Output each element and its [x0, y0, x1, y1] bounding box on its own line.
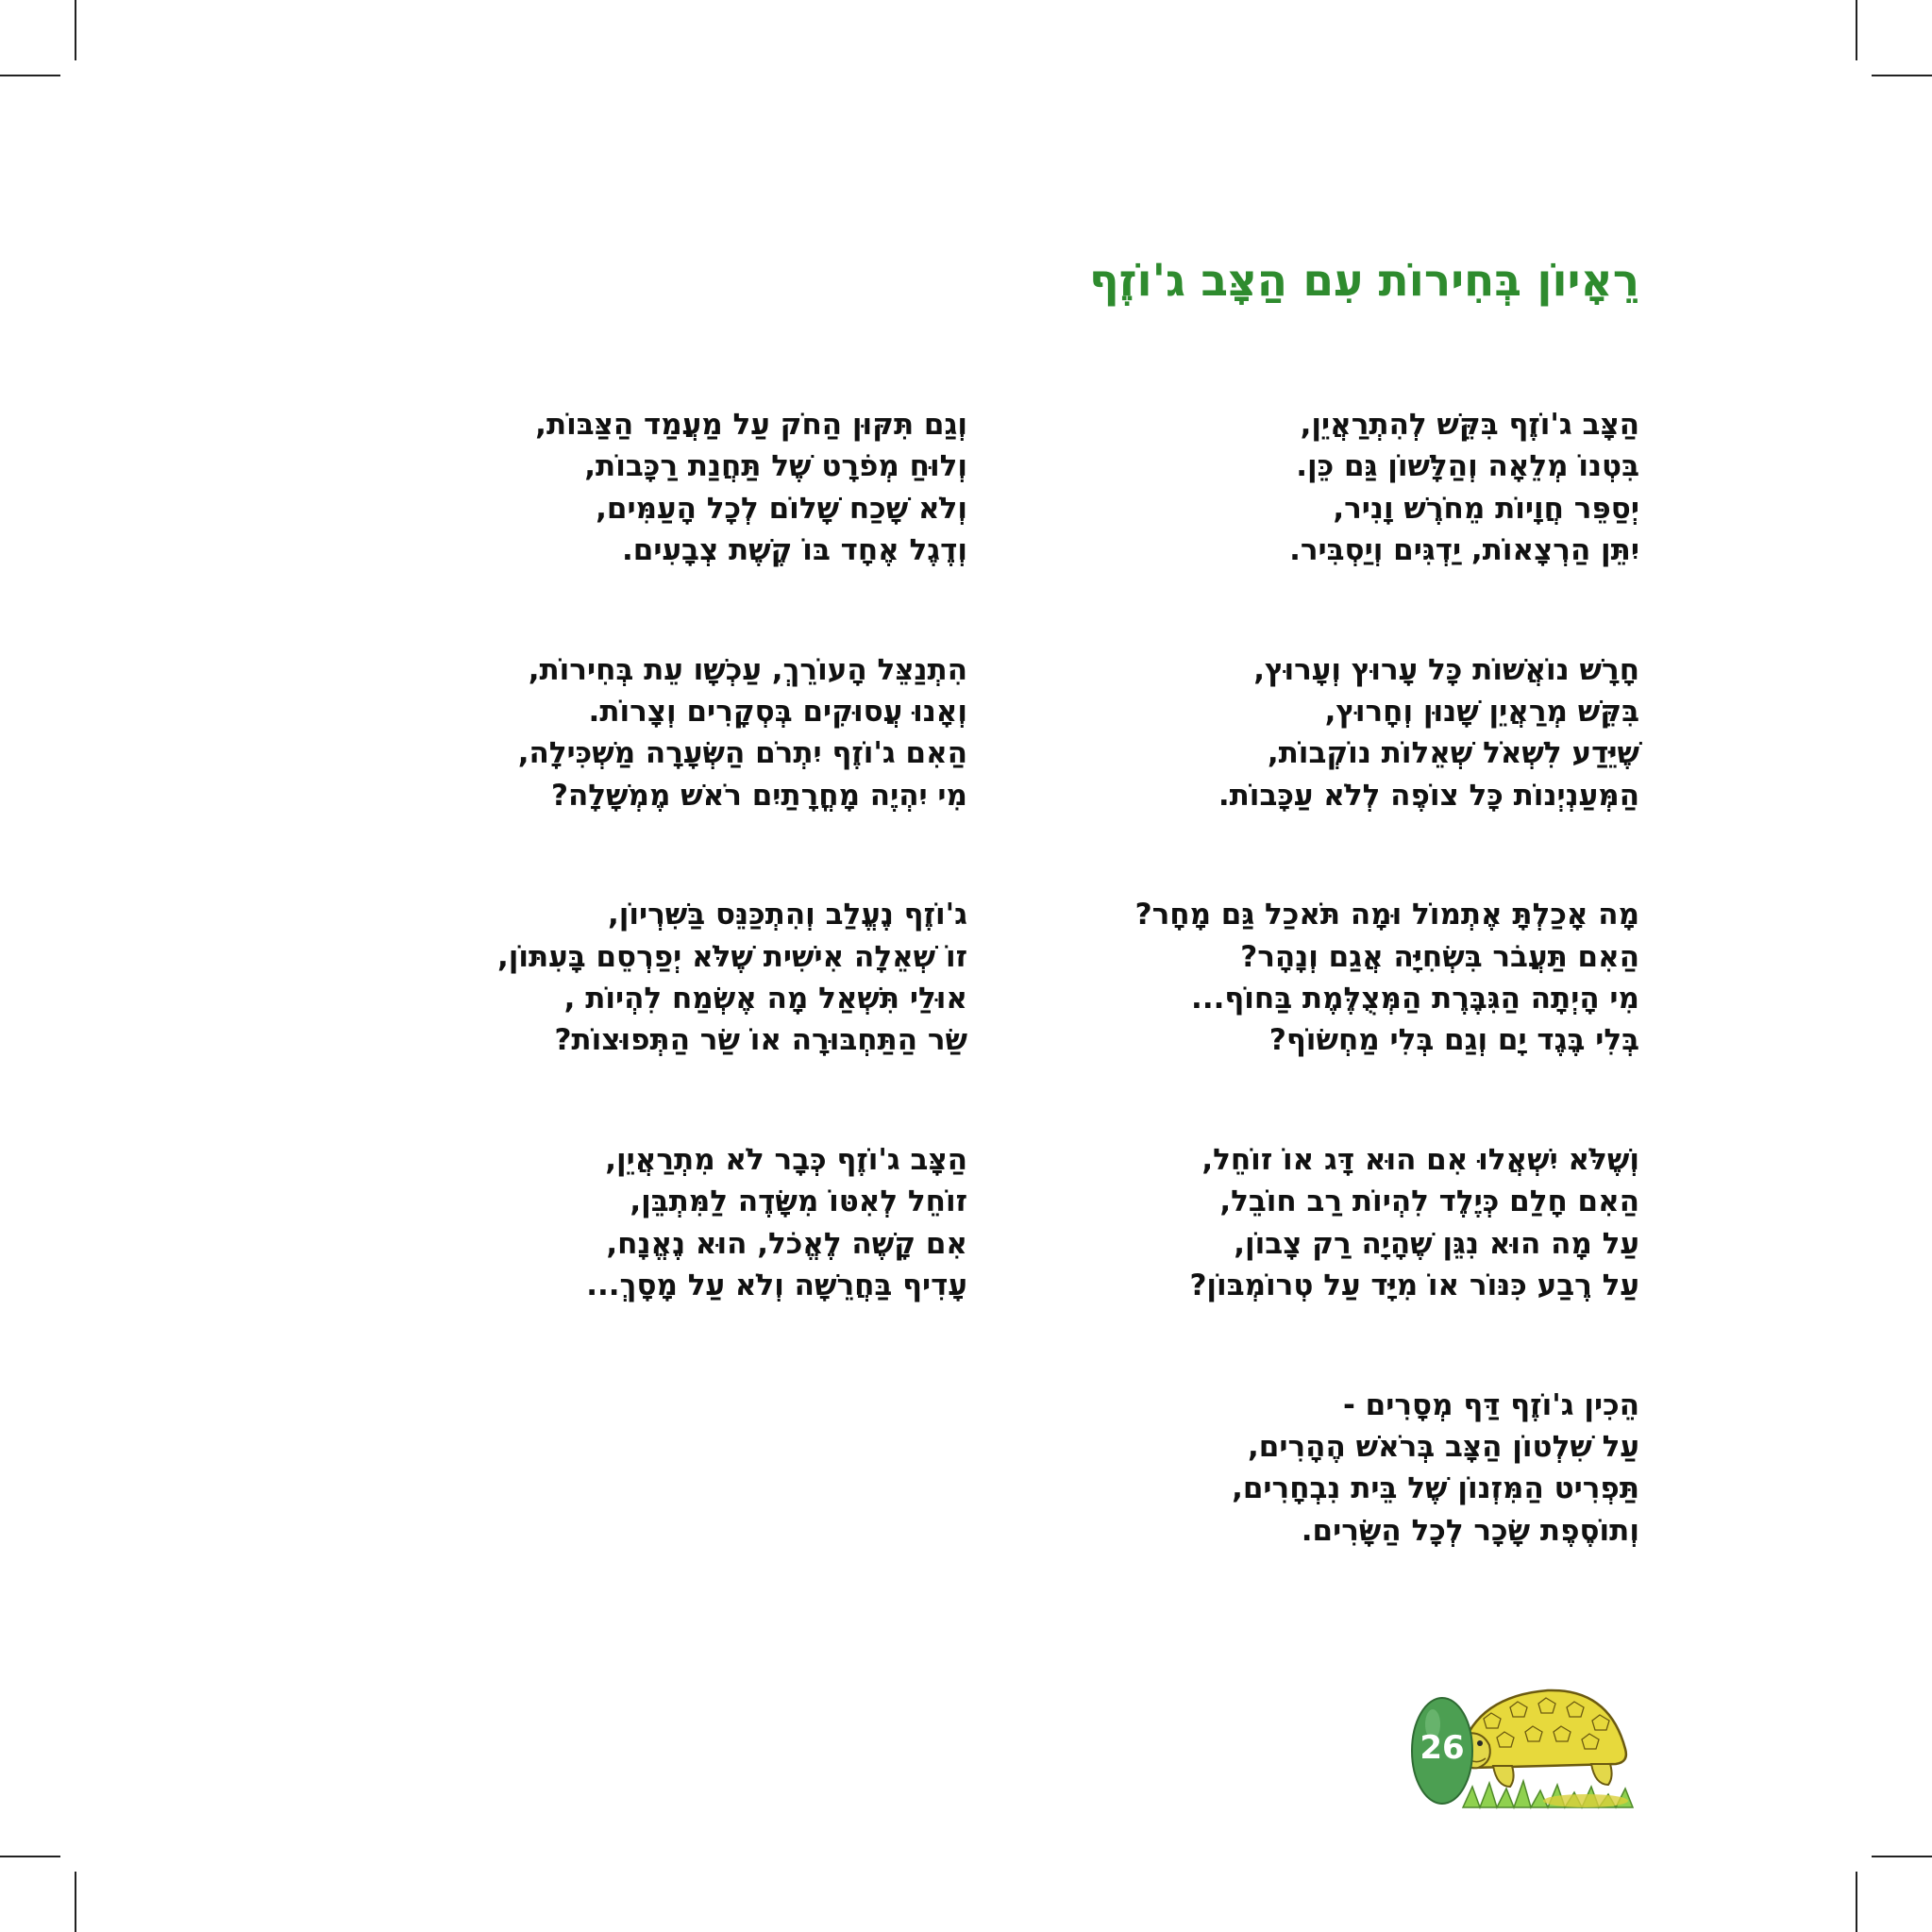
poem-line: ג'וֹזֶף נֶעֱלַב וְהִתְכַּנֵּס בַּשִּׁרְיוֹן,	[607, 898, 967, 932]
stanza	[1016, 894, 1639, 1062]
poem-line: הֵכִין ג'וֹזֶף דַּף מְסָרִים -	[1343, 1387, 1639, 1422]
stanza	[344, 894, 967, 1062]
poem-line: חָרָשׁ נוֹאֲשׁוֹת כָּל עָרוּץ וְעָרוּץ,	[1253, 652, 1639, 687]
page-number: 26	[1420, 1729, 1465, 1767]
crop-mark	[1872, 1856, 1932, 1857]
poem-line: עַל שִׁלְטוֹן הַצָּב בְּרֹאשׁ הֶהָרִים,	[1248, 1429, 1639, 1464]
poem-line: שַׂר הַתַּחְבּוּרָה אוֹ שַׂר הַתְּפוּצוֹת?	[554, 1023, 967, 1058]
crop-mark	[0, 1856, 60, 1857]
stanza	[1016, 404, 1639, 572]
poem-line: הַצָּב ג'וֹזֶף כְּבָר לֹא מִתְרַאֲיֵן,	[605, 1142, 967, 1177]
stanza	[344, 404, 967, 572]
poem-line: עַל רֶבַע כִּנּוֹר אוֹ מִיָּד עַל טְרוֹמְבּוֹן?	[1189, 1268, 1639, 1303]
poem-line: אִם קָשֶׁה לֶאֱכֹל, הוּא נֶאֱנָח,	[606, 1226, 967, 1261]
poem-line: מִי יִהְיֶה מָחֳרָתַיִם רֹאשׁ מֶמְשָׁלָה?	[550, 778, 967, 813]
poem-line: וְדֶגֶל אֶחָד בּוֹ קֶשֶׁת צְבָעִים.	[621, 533, 967, 568]
poem-line: בִּקֵּשׁ מְרַאֲיֵן שָׁנוּן וְחָרוּץ,	[1324, 695, 1639, 730]
poem-column-left	[344, 404, 967, 1385]
crop-mark	[1856, 0, 1857, 60]
crop-mark	[75, 1872, 76, 1932]
crop-mark	[0, 75, 60, 76]
stanza	[344, 649, 967, 817]
poem-line: וְתוֹסֶפֶת שָׂכָר לְכָל הַשָּׂרִים.	[1301, 1513, 1639, 1548]
poem-line: וְלֹא שָׁכַח שָׁלוֹם לְכָל הָעַמִּים,	[596, 491, 967, 526]
poem-line: הַאִם חָלַם כְּיֶלֶד לִהְיוֹת רַב חוֹבֵל,	[1219, 1184, 1639, 1219]
poem-line: בִּטְנוֹ מְלֵאָה וְהַלָּשׁוֹן גַּם כֵּן.	[1296, 449, 1639, 484]
poem-line: מִי הָיְתָה הַגִּבֶּרֶת הַמְּצֻלֶּמֶת בַּחוֹף...	[1191, 982, 1639, 1016]
poem-line: וְלוּחַ מְפֹרָט שֶׁל תַּחֲנַת רַכָּבוֹת,	[584, 449, 967, 484]
poem-line: וְאָנוּ עֲסוּקִים בְּסְקָרִים וְצָרוֹת.	[588, 695, 967, 730]
poem-line: וְגַם תִּקּוּן הַחֹק עַל מַעֲמַד הַצַּבּוֹת,	[535, 408, 967, 442]
poem-column-right	[1016, 404, 1639, 1629]
crop-mark	[1872, 75, 1932, 76]
poem-line: בְּלִי בֶּגֶד יָם וְגַם בְּלִי מַחְשׂוֹף?	[1268, 1023, 1639, 1058]
poem-line: הַאִם ג'וֹזֶף יִתְרֹם הַשְּׂעָרָה מַשְׁכִּילָה,	[517, 736, 967, 771]
poem-line: עַל מָה הוּא נִגֵּן שֶׁהָיָה רַק צָבוֹן,	[1234, 1226, 1639, 1261]
poem-line: הִתְנַצֵּל הָעוֹרֵךְ, עַכְשָׁו עֵת בְּחִירוֹת,	[528, 652, 967, 687]
poem-line: מָה אָכַלְתָּ אֶתְמוֹל וּמָה תֹּאכַל גַּם מָחָר?	[1134, 898, 1639, 932]
poem-line: עָדִיף בַּחֲרֵשָׁה וְלֹא עַל מָסָךְ...	[586, 1268, 967, 1303]
poem-line: יִתֵּן הַרְצָאוֹת, יַדְגִּים וְיַסְבִּיר.	[1289, 533, 1639, 568]
poem-line: שֶׁיֵּדַע לִשְׁאֹל שְׁאֵלוֹת נוֹקְבוֹת,	[1267, 736, 1639, 771]
page-title: רֵאָיוֹן בְּחִירוֹת עִם הַצָּב ג'וֹזֶף	[1088, 255, 1639, 307]
poem-line: יְסַפֵּר חֲוָיוֹת מֵחֹרֶשׁ וָנִיר,	[1333, 491, 1639, 526]
poem-line: אוּלַי תִּשְׁאַל מָה אֶשְׂמַח לִהְיוֹת ,	[563, 982, 967, 1016]
poem-line: הַצָּב ג'וֹזֶף בִּקֵּשׁ לְהִתְרַאֲיֵן,	[1300, 408, 1639, 442]
stanza	[1016, 1139, 1639, 1307]
crop-mark	[75, 0, 76, 60]
poem-line: זוֹחֵל לְאִטּוֹ מִשָּׂדֶה לַמִּתְבֵּן,	[630, 1184, 967, 1219]
poem-line: זוֹ שְׁאֵלָה אִישִׁית שֶׁלֹּא יְפַרְסֵם בָּעִתּוֹן,	[496, 939, 967, 974]
poem-line: הַמְּעַנְיְנוֹת כָּל צוֹפֶה לְלֹא עַכָּבוֹת.	[1218, 778, 1639, 813]
poem-line: וְשֶׁלֹּא יִשְׁאֲלוּ אִם הוּא דָּג אוֹ זוֹחֵל,	[1201, 1142, 1639, 1177]
crop-mark	[1856, 1872, 1857, 1932]
stanza	[1016, 1385, 1639, 1553]
poem-line: תַּפְרִיט הַמִּזְנוֹן שֶׁל בֵּית נִבְחָרִים,	[1232, 1471, 1639, 1506]
poem-line: הַאִם תַּעֲבֹר בִּשְׂחִיָּה אֲגַם וְנָהָר?	[1240, 939, 1639, 974]
stanza	[344, 1139, 967, 1307]
stanza	[1016, 649, 1639, 817]
